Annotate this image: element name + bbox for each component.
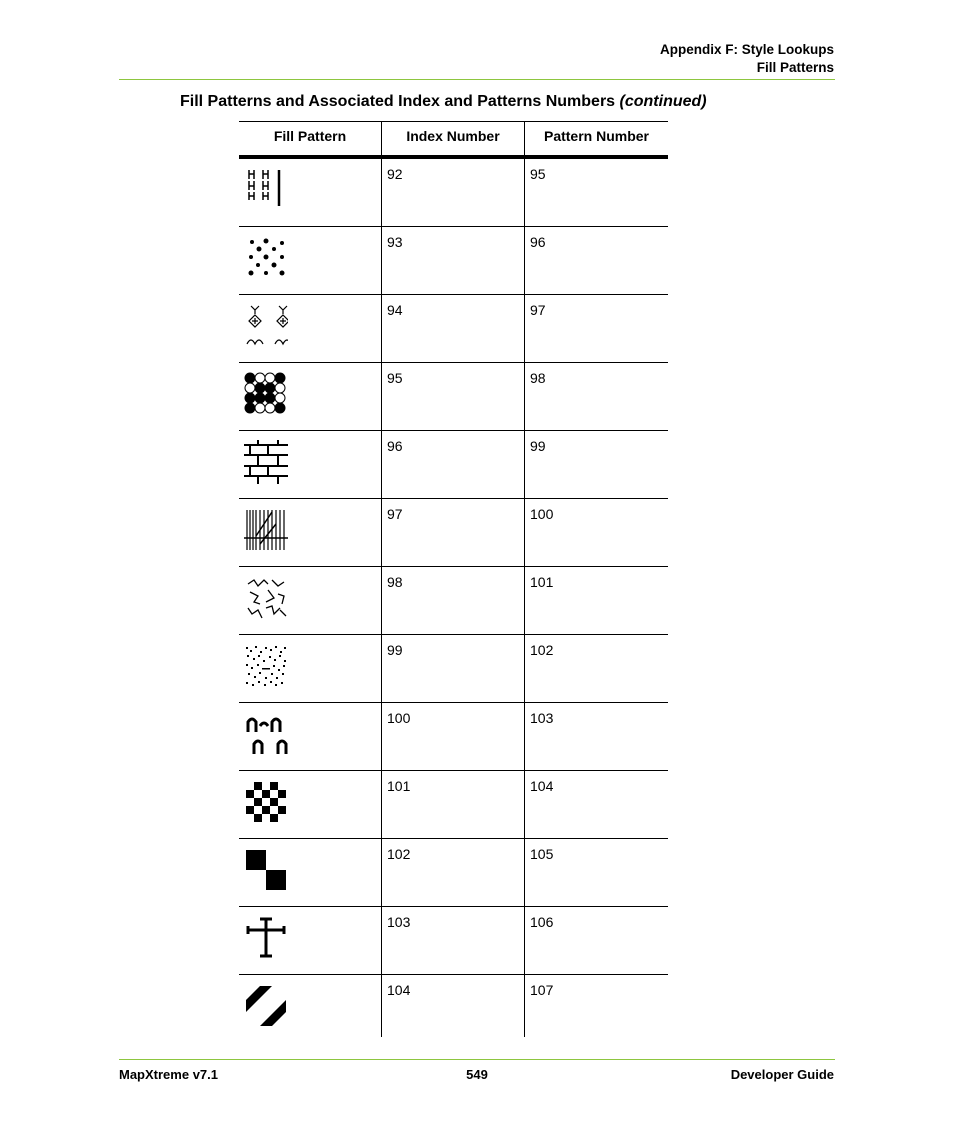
index-number-cell: 100: [387, 710, 411, 726]
pattern-number-cell: 105: [530, 846, 554, 862]
lattice-figure-pattern-icon: [244, 304, 288, 348]
table-row: [239, 499, 668, 567]
column-divider-2: [524, 121, 525, 1037]
cross-pattern-icon: [244, 916, 288, 960]
table-row: [239, 975, 668, 1045]
column-header-fill-pattern: Fill Pattern: [273, 128, 347, 144]
index-number-cell: 96: [387, 438, 403, 454]
header-rule: [119, 79, 835, 80]
column-header-index-number: Index Number: [406, 128, 500, 144]
fill-patterns-table: [239, 121, 668, 1045]
table-row: [239, 295, 668, 363]
circles-grid-pattern-icon: [244, 372, 288, 416]
pattern-number-cell: 106: [530, 914, 554, 930]
table-row: [239, 907, 668, 975]
brick-pattern-icon: [244, 440, 288, 484]
index-number-cell: 93: [387, 234, 403, 250]
pattern-number-cell: 107: [530, 982, 554, 998]
running-header: [660, 41, 834, 77]
footer-rule: [119, 1059, 835, 1060]
pattern-number-cell: 103: [530, 710, 554, 726]
header-section: Fill Patterns: [756, 60, 834, 75]
pattern-number-cell: 95: [530, 166, 546, 182]
pattern-number-cell: 98: [530, 370, 546, 386]
table-row: [239, 839, 668, 907]
table-row: [239, 567, 668, 635]
pattern-number-cell: 101: [530, 574, 554, 590]
index-number-cell: 97: [387, 506, 403, 522]
table-row: [239, 635, 668, 703]
dot-flower-pattern-icon: [244, 236, 288, 280]
table-row: [239, 363, 668, 431]
table-title-main: Fill Patterns and Associated Index and Patterns Numbers: [180, 93, 616, 110]
pattern-number-cell: 97: [530, 302, 546, 318]
pattern-number-cell: 96: [530, 234, 546, 250]
vertical-hatch-pattern-icon: [244, 508, 288, 552]
pattern-number-cell: 102: [530, 642, 554, 658]
chain-links-pattern-icon: [244, 168, 288, 212]
noise-pattern-icon: [244, 644, 288, 688]
index-number-cell: 99: [387, 642, 403, 658]
column-divider-1: [381, 121, 382, 1037]
column-header-pattern-number: Pattern Number: [543, 128, 650, 144]
index-number-cell: 102: [387, 846, 411, 862]
index-number-cell: 94: [387, 302, 403, 318]
large-squares-pattern-icon: [244, 848, 288, 892]
footer-product: MapXtreme v7.1: [119, 1067, 218, 1082]
table-row: [239, 771, 668, 839]
index-number-cell: 101: [387, 778, 411, 794]
table-row: [239, 227, 668, 295]
checkerboard-pattern-icon: [244, 780, 288, 824]
pattern-number-cell: 99: [530, 438, 546, 454]
table-title: [180, 93, 707, 111]
header-chapter: Appendix F: Style Lookups: [659, 42, 834, 57]
index-number-cell: 95: [387, 370, 403, 386]
index-number-cell: 98: [387, 574, 403, 590]
scribble-pattern-icon: [244, 576, 288, 620]
table-row: [239, 159, 668, 227]
table-row: [239, 431, 668, 499]
table-row: [239, 703, 668, 771]
table-body: [239, 159, 668, 1045]
table-title-continued: (continued): [619, 93, 707, 110]
table-header: [239, 121, 668, 159]
arch-figure-pattern-icon: [244, 712, 288, 756]
footer-document: Developer Guide: [730, 1067, 834, 1082]
index-number-cell: 103: [387, 914, 411, 930]
footer-page-number: 549: [466, 1067, 488, 1082]
index-number-cell: 104: [387, 982, 411, 998]
diagonal-stripes-pattern-icon: [244, 984, 288, 1028]
pattern-number-cell: 100: [530, 506, 554, 522]
pattern-number-cell: 104: [530, 778, 554, 794]
index-number-cell: 92: [387, 166, 403, 182]
